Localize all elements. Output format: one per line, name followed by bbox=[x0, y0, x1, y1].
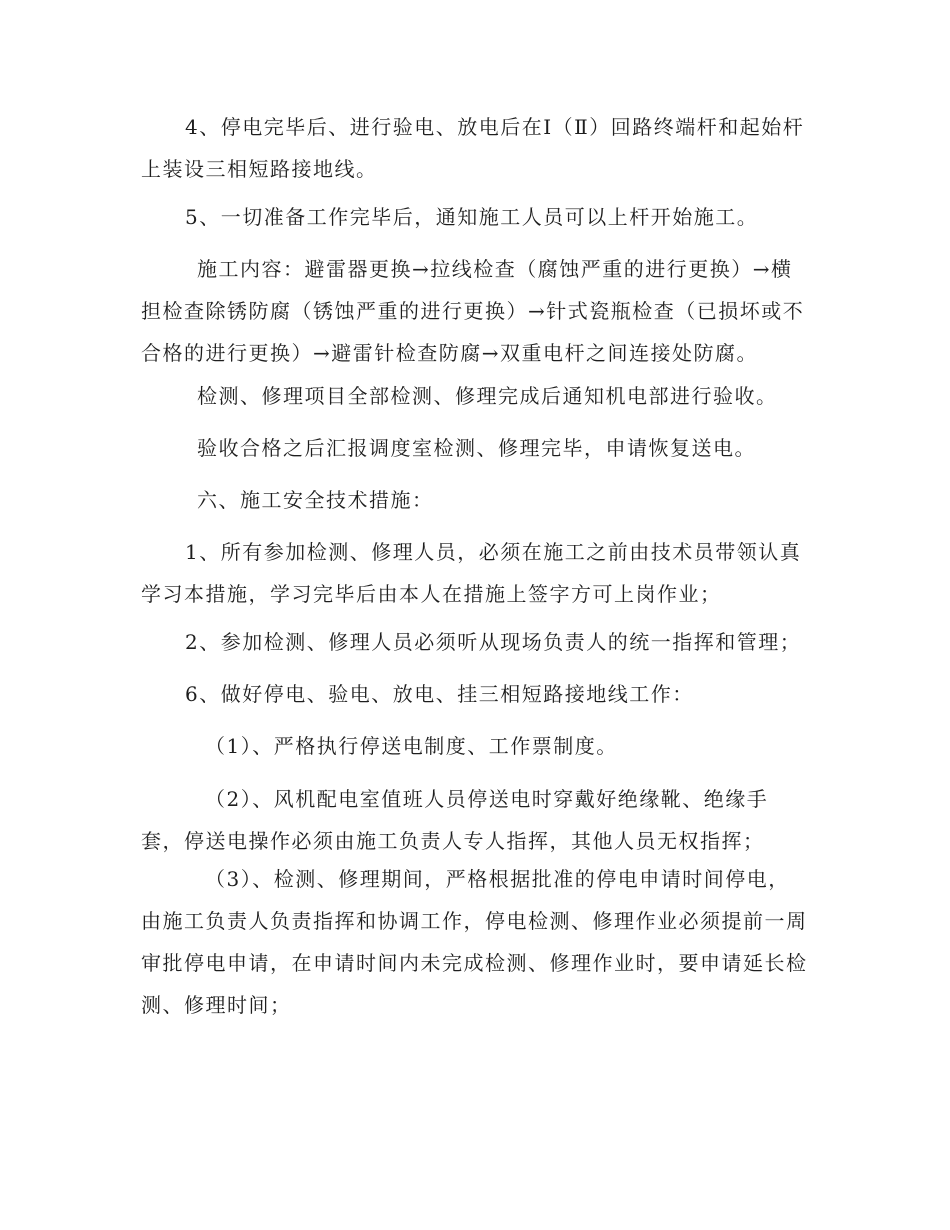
paragraph-restore-power: 验收合格之后汇报调度室检测、修理完毕，申请恢复送电。 bbox=[197, 436, 756, 460]
paragraph-subitem-2: （2）、风机配电室值班人员停送电时穿戴好绝缘靴、绝缘手套，停送电操作必须由施工负责人专人指挥，其他人员无权指挥； bbox=[141, 787, 769, 853]
paragraph-safety-item-1: 1、所有参加检测、修理人员，必须在施工之前由技术员带领认真学习本措施，学习完毕后由本人在措施上签字方可上岗作业； bbox=[141, 540, 802, 606]
paragraph-safety-item-2: 2、参加检测、修理人员必须听从现场负责人的统一指挥和管理； bbox=[185, 630, 802, 654]
paragraph-subitem-3: （3）、检测、修理期间，严格根据批准的停电申请时间停电，由施工负责人负责指挥和协调工作，停电检测、修理作业必须提前一周审批停电申请，在申请时间内未完成检测、修理作业时，要申请延长检测、修理时间； bbox=[141, 867, 808, 1017]
paragraph-construction-content: 施工内容：避雷器更换→拉线检查（腐蚀严重的进行更换）→横担检查除锈防腐（锈蚀严重的进行更换）→针式瓷瓶检查（已损坏或不合格的进行更换）→避雷针检查防腐→双重电杆之间连接处防腐。 bbox=[141, 257, 805, 365]
paragraph-step-5: 5、一切准备工作完毕后，通知施工人员可以上杆开始施工。 bbox=[185, 205, 759, 229]
paragraph-safety-item-6: 6、做好停电、验电、放电、挂三相短路接地线工作： bbox=[185, 682, 694, 706]
section-heading-safety-measures: 六、施工安全技术措施： bbox=[197, 488, 434, 512]
paragraph-step-4: 4、停电完毕后、进行验电、放电后在Ⅰ（Ⅱ）回路终端杆和起始杆上装设三相短路接地线。 bbox=[141, 115, 805, 181]
paragraph-subitem-1: （1）、严格执行停送电制度、工作票制度。 bbox=[205, 734, 618, 758]
paragraph-inspection-acceptance: 检测、修理项目全部检测、修理完成后通知机电部进行验收。 bbox=[197, 384, 778, 408]
